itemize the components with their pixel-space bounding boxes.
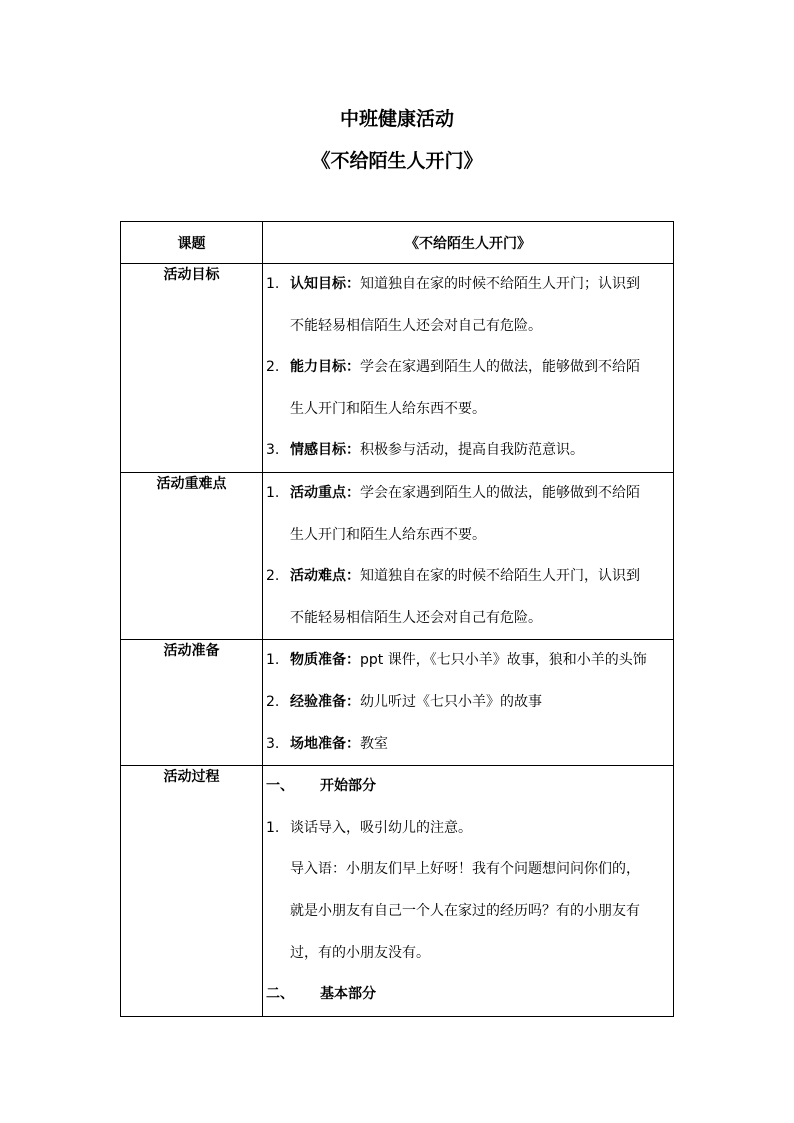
- row-label-process: 活动过程: [121, 766, 263, 1017]
- lesson-plan-table: [120, 221, 674, 1017]
- section-heading: 一、 开始部分: [266, 778, 376, 795]
- list-item: 1. 活动重点：学会在家遇到陌生人的做法，能够做到不给陌: [266, 484, 640, 501]
- table-row-preparation: [121, 640, 674, 766]
- paragraph-line: 就是小朋友有自己一个人在家过的经历吗？有的小朋友有: [290, 902, 640, 919]
- process-content: [263, 766, 674, 1017]
- list-item: 2. 活动难点：知道独自在家的时候不给陌生人开门，认识到: [266, 568, 640, 585]
- row-label-key-points: 活动重难点: [121, 472, 263, 639]
- list-item-continuation: 不能轻易相信陌生人还会对自己有危险。: [290, 609, 542, 626]
- list-item: 1. 谈话导入，吸引幼儿的注意。: [266, 819, 472, 836]
- row-label-topic: 课题: [121, 222, 263, 264]
- paragraph-line: 过，有的小朋友没有。: [290, 944, 430, 961]
- list-item: 3. 情感目标：积极参与活动，提高自我防范意识。: [266, 442, 584, 459]
- list-item-continuation: 生人开门和陌生人给东西不要。: [290, 400, 486, 417]
- list-item: 1. 认知目标：知道独自在家的时候不给陌生人开门；认识到: [266, 276, 640, 292]
- paragraph-line: 导入语：小朋友们早上好呀！我有个问题想问问你们的，: [290, 861, 640, 878]
- table-row-topic: [121, 222, 674, 264]
- topic-value: 《不给陌生人开门》: [263, 222, 674, 264]
- row-label-preparation: 活动准备: [121, 640, 263, 766]
- list-item-continuation: 生人开门和陌生人给东西不要。: [290, 526, 486, 543]
- section-heading: 二、 基本部分: [266, 986, 376, 1003]
- list-item-continuation: 不能轻易相信陌生人还会对自己有危险。: [290, 317, 542, 334]
- list-item: 1. 物质准备：ppt 课件，《七只小羊》故事，狼和小羊的头饰: [266, 652, 647, 669]
- document-subtitle: 《不给陌生人开门》: [311, 150, 483, 172]
- list-item: 2. 经验准备：幼儿听过《七只小羊》的故事: [266, 693, 542, 710]
- list-item: 2. 能力目标：学会在家遇到陌生人的做法，能够做到不给陌: [266, 359, 640, 376]
- list-item: 3. 场地准备：教室: [266, 735, 388, 752]
- preparation-content: [263, 640, 674, 766]
- table-row-key-points: [121, 472, 674, 639]
- table-row-process: [121, 766, 674, 1017]
- table-row-goals: [121, 264, 674, 473]
- document-title: 中班健康活动: [339, 108, 454, 130]
- goals-content: [263, 264, 674, 473]
- key-points-content: [263, 472, 674, 639]
- row-label-goals: 活动目标: [121, 264, 263, 473]
